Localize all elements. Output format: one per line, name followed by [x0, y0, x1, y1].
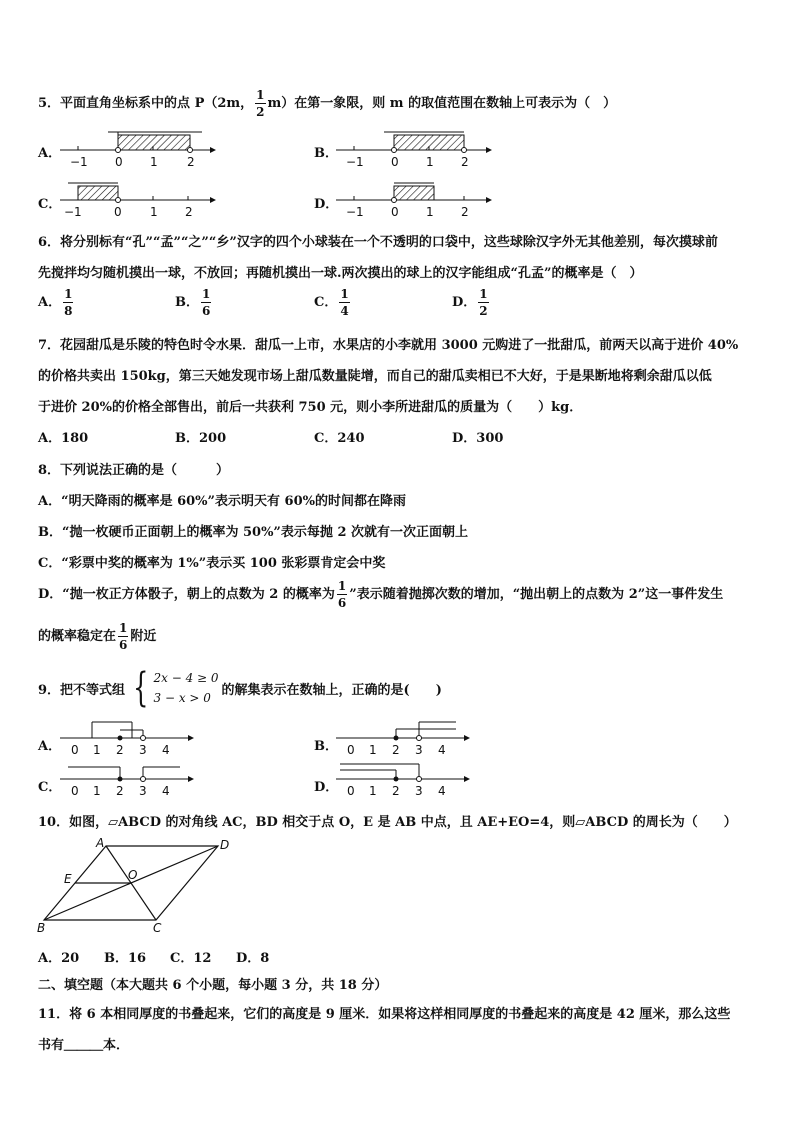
arrow-icon [188, 735, 194, 741]
arrow-icon [486, 147, 492, 153]
q8-option-d-line2: 的概率稳定在 $\frac{1}{6}$ 附近 [38, 621, 157, 652]
q8-option-b: B．“抛一枚硬币正面朝上的概率为 50%”表示每抛 2 次就有一次正面朝上 [38, 525, 469, 540]
arrow-icon [464, 735, 470, 741]
q6-stem-line2: 先搅拌均匀随机摸出一球，不放回；再随机摸出一球.两次摸出的球上的汉字能组成“孔孟”的概率是（ ） [38, 266, 643, 281]
svg-text:4: 4 [162, 743, 170, 756]
q5-number-line-b [336, 126, 496, 172]
arrow-icon [210, 147, 216, 153]
svg-text:−1: −1 [64, 205, 82, 219]
q11-stem-line1: 11．将 6 本相同厚度的书叠起来，它们的高度是 9 厘米．如果将这样相同厚度的书叠起来的高度是 42 厘米，那么这些 [38, 1007, 731, 1022]
q7-stem-line2: 的价格共卖出 150kg，第三天她发现市场上甜瓜数量陡增，而自己的甜瓜卖相已不大好，于是果断地将剩余甜瓜以低 [38, 369, 712, 384]
tick-label: 2 [187, 155, 195, 169]
q10-option-d: D．8 [236, 951, 270, 966]
point-label-e: E [64, 872, 72, 886]
closed-dot [394, 777, 399, 782]
inequality-system: { 2x − 4 ≥ 0 3 − x > 0 [133, 665, 219, 711]
q7-option-b: B．200 [175, 431, 227, 446]
q9-option-c-label: C． [38, 780, 62, 795]
svg-text:1: 1 [426, 155, 434, 169]
q6-option-a: A． $\frac{1}{8}$ [38, 287, 73, 318]
q5-option-d-label: D． [314, 197, 339, 212]
tick-label: 0 [115, 155, 123, 169]
q11-stem-line2: 书有＿＿＿本． [38, 1038, 130, 1053]
svg-text:1: 1 [426, 205, 434, 219]
open-dot [417, 777, 422, 782]
q10-option-b: B．16 [104, 951, 147, 966]
svg-text:0: 0 [114, 205, 122, 219]
closed-dot [118, 777, 123, 782]
q7-option-c: C．240 [314, 431, 365, 446]
q5-option-a-label: A． [38, 146, 62, 161]
q5-option-b-label: B． [314, 146, 338, 161]
svg-text:2: 2 [116, 784, 124, 797]
q9-number-line-d [336, 757, 476, 797]
arrow-icon [188, 776, 194, 782]
point-label-d: D [220, 838, 230, 852]
svg-text:0: 0 [391, 205, 399, 219]
q10-stem: 10．如图，▱ABCD 的对角线 AC，BD 相交于点 O，E 是 AB 中点，且 AE+EO=4，则▱ABCD 的周长为（ ） [38, 815, 737, 830]
point-label-a: A [96, 836, 105, 850]
q9-number-line-c [60, 757, 200, 797]
q10-option-a: A．20 [38, 951, 80, 966]
q9-option-d-label: D． [314, 780, 339, 795]
q5-fraction: $\frac{1}{2}$ [256, 88, 265, 119]
closed-dot [118, 736, 123, 741]
svg-text:1: 1 [150, 205, 158, 219]
tick-label: −1 [70, 155, 88, 169]
open-dot [116, 198, 121, 203]
svg-text:3: 3 [415, 743, 423, 756]
svg-text:2: 2 [392, 743, 400, 756]
open-dot [141, 777, 146, 782]
open-dot [392, 198, 397, 203]
q8-option-c: C．“彩票中奖的概率为 1%”表示买 100 张彩票肯定会中奖 [38, 556, 386, 571]
svg-text:2: 2 [461, 155, 469, 169]
open-dot [462, 148, 467, 153]
svg-text:0: 0 [347, 784, 355, 797]
svg-text:1: 1 [93, 743, 101, 756]
q5-number-line-a [60, 126, 220, 172]
svg-text:0: 0 [71, 784, 79, 797]
open-dot [141, 736, 146, 741]
q10-parallelogram-figure [36, 836, 236, 936]
q6-option-b: B． $\frac{1}{6}$ [175, 287, 211, 318]
q9-stem: 9．把不等式组 { 2x − 4 ≥ 0 3 − x > 0 的解集表示在数轴上，正确的是( ) [38, 665, 442, 711]
q9-number-line-b [336, 716, 476, 756]
q6-stem-line1: 6．将分别标有“孔”“孟”“之”“乡”汉字的四个小球装在一个不透明的口袋中，这些球除汉字外无其他差别，每次摸球前 [38, 235, 718, 250]
q7-option-d: D．300 [452, 431, 504, 446]
q6-option-d: D． $\frac{1}{2}$ [452, 287, 488, 318]
svg-text:1: 1 [369, 743, 377, 756]
q9-option-b-label: B． [314, 739, 338, 754]
q5-number-line-c [60, 178, 220, 224]
svg-text:4: 4 [438, 743, 446, 756]
q8-option-d-line1: D．“抛一枚正方体骰子，朝上的点数为 2 的概率为 $\frac{1}{6}$ ”表示随着抛掷次数的增加，“抛出朝上的点数为 2”这一事件发生 [38, 579, 724, 610]
svg-text:2: 2 [461, 205, 469, 219]
svg-text:0: 0 [391, 155, 399, 169]
section-heading: 二、填空题（本大题共 6 个小题，每小题 3 分，共 18 分） [38, 978, 388, 993]
q6-option-c: C． $\frac{1}{4}$ [314, 287, 349, 318]
svg-text:4: 4 [438, 784, 446, 797]
q7-stem-line3: 于进价 20%的价格全部售出，前后一共获利 750 元，则小李所进甜瓜的质量为（ ）kg． [38, 400, 583, 415]
arrow-icon [486, 197, 492, 203]
svg-text:0: 0 [71, 743, 79, 756]
q9-option-a-label: A． [38, 739, 62, 754]
shaded-region [118, 135, 190, 150]
q7-option-a: A．180 [38, 431, 89, 446]
svg-text:3: 3 [139, 743, 147, 756]
tick-label: 1 [150, 155, 158, 169]
q8-option-a: A．“明天降雨的概率是 60%”表示明天有 60%的时间都在降雨 [38, 494, 406, 509]
svg-text:2: 2 [185, 205, 193, 219]
svg-text:2: 2 [116, 743, 124, 756]
svg-text:3: 3 [415, 784, 423, 797]
open-dot [417, 736, 422, 741]
point-label-b: B [37, 921, 46, 935]
q8-stem: 8．下列说法正确的是（ ） [38, 463, 230, 478]
q9-number-line-a [60, 716, 200, 756]
svg-text:−1: −1 [346, 205, 364, 219]
svg-text:2: 2 [392, 784, 400, 797]
svg-text:−1: −1 [346, 155, 364, 169]
arrow-icon [464, 776, 470, 782]
q10-option-c: C．12 [170, 951, 212, 966]
arrow-icon [210, 197, 216, 203]
q5-option-c-label: C． [38, 197, 62, 212]
closed-dot [394, 736, 399, 741]
q5-stem: 5．平面直角坐标系中的点 P（2m， $\frac{1}{2}$ m）在第一象限，则 m 的取值范围在数轴上可表示为（ ） [38, 88, 617, 119]
open-dot [116, 148, 121, 153]
q5-number-line-d [336, 178, 496, 224]
point-label-o: O [128, 868, 138, 882]
point-label-c: C [153, 921, 162, 935]
svg-text:1: 1 [93, 784, 101, 797]
open-dot [188, 148, 193, 153]
q7-stem-line1: 7．花园甜瓜是乐陵的特色时令水果．甜瓜一上市，水果店的小李就用 3000 元购进了一批甜瓜，前两天以高于进价 40% [38, 338, 739, 353]
svg-text:1: 1 [369, 784, 377, 797]
svg-text:0: 0 [347, 743, 355, 756]
svg-text:3: 3 [139, 784, 147, 797]
svg-text:4: 4 [162, 784, 170, 797]
open-dot [392, 148, 397, 153]
